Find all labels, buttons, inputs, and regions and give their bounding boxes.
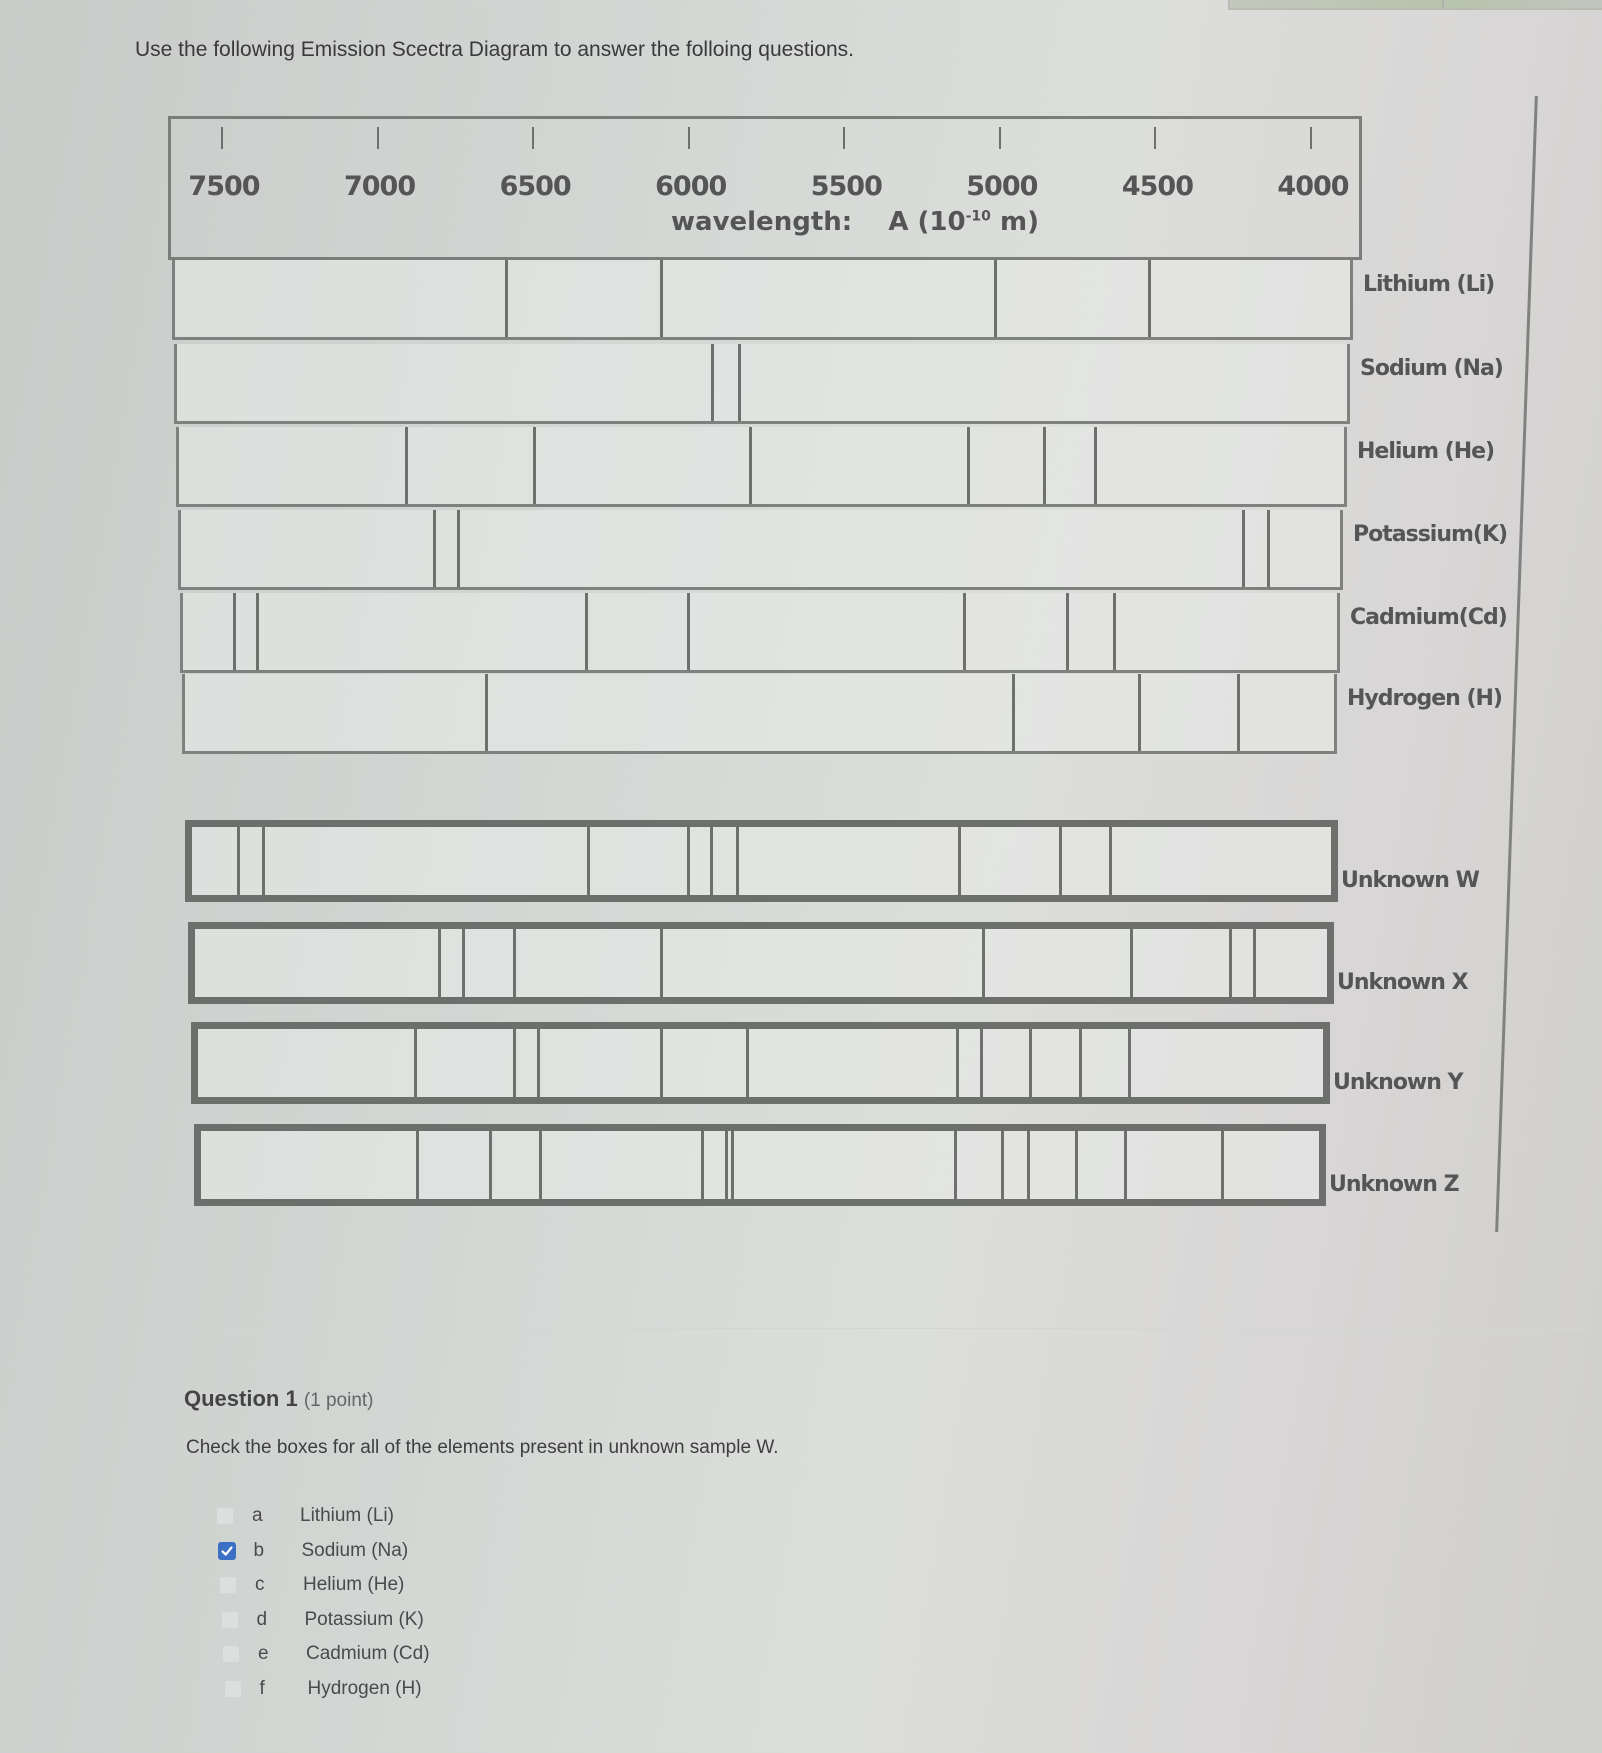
diagram-right-border: [1495, 96, 1538, 1232]
emission-line: [710, 827, 713, 895]
emission-line: [533, 427, 536, 504]
reference-spectrum-row: [176, 427, 1347, 507]
axis-title: [671, 207, 1039, 237]
question-prompt: Check the boxes for all of the elements present in unknown sample W.: [186, 1437, 779, 1458]
axis-tick: [999, 127, 1001, 149]
unknown-spectrum-row: [191, 1022, 1330, 1104]
emission-line: [1109, 827, 1112, 895]
option-letter: c: [255, 1574, 265, 1595]
unknown-spectrum-row: [185, 820, 1338, 902]
reference-spectrum-row: [182, 674, 1337, 754]
emission-line: [489, 1131, 492, 1199]
emission-line: [1242, 510, 1245, 587]
unknown-spectrum-row: [194, 1124, 1326, 1206]
axis-tick: [1310, 127, 1312, 149]
emission-line: [262, 827, 265, 895]
checkbox[interactable]: [219, 1576, 237, 1594]
emission-line: [1029, 1029, 1032, 1097]
reference-spectrum-label: Cadmium(Cd): [1350, 605, 1507, 630]
axis-tick: [843, 127, 845, 149]
option-letter: f: [259, 1677, 265, 1699]
emission-line: [1130, 929, 1133, 997]
emission-line: [1221, 1131, 1224, 1199]
emission-line: [963, 593, 966, 670]
axis-tick-label: 5000: [966, 171, 1038, 202]
emission-line: [660, 260, 663, 337]
emission-line: [1001, 1131, 1004, 1199]
emission-line: [687, 593, 690, 670]
unknown-spectrum-label: Unknown X: [1337, 970, 1468, 995]
emission-line: [660, 929, 663, 997]
emission-line: [256, 593, 259, 670]
emission-line: [701, 1131, 704, 1199]
emission-line: [746, 1029, 749, 1097]
emission-line: [956, 1029, 959, 1097]
emission-line: [967, 427, 970, 504]
window-top-bar: [1228, 0, 1602, 10]
emission-line: [736, 827, 739, 895]
question-points: (1 point): [303, 1390, 374, 1411]
axis-tick: [221, 127, 223, 149]
axis-unit-exponent: -10: [965, 208, 991, 225]
emission-line: [1094, 427, 1097, 504]
emission-line: [1128, 1029, 1131, 1097]
reference-spectrum-row: [172, 260, 1353, 340]
axis-tick: [532, 127, 534, 149]
answer-option-e[interactable]: [222, 1643, 430, 1665]
reference-spectrum-row: [178, 510, 1343, 590]
emission-line: [539, 1131, 542, 1199]
emission-line: [687, 827, 690, 895]
option-label[interactable]: Potassium (K): [304, 1608, 424, 1630]
option-letter: a: [252, 1505, 263, 1526]
emission-line: [711, 344, 714, 421]
emission-line: [237, 827, 240, 895]
checkbox[interactable]: [222, 1645, 240, 1663]
checkbox[interactable]: [224, 1680, 242, 1698]
emission-line: [414, 1029, 417, 1097]
answer-option-c[interactable]: [219, 1574, 404, 1596]
emission-line: [485, 674, 488, 751]
emission-line: [660, 1029, 663, 1097]
emission-line: [505, 260, 508, 337]
axis-tick-label: 5500: [810, 171, 882, 202]
unknown-spectrum-label: Unknown Y: [1333, 1070, 1463, 1095]
unknown-spectrum-label: Unknown Z: [1329, 1172, 1459, 1197]
axis-tick-label: 7000: [343, 171, 416, 202]
option-letter: e: [258, 1643, 269, 1664]
axis-tick-label: 7500: [188, 171, 260, 202]
emission-line: [438, 929, 441, 997]
emission-line: [1043, 427, 1046, 504]
reference-spectrum-row: [174, 344, 1350, 424]
emission-line: [1148, 260, 1151, 337]
checkbox[interactable]: [216, 1507, 234, 1525]
emission-line: [433, 510, 436, 587]
emission-line: [958, 827, 961, 895]
axis-title-label: wavelength:: [671, 207, 853, 237]
option-label[interactable]: Sodium (Na): [301, 1539, 409, 1561]
axis-tick-label: 4500: [1121, 171, 1193, 202]
option-letter: b: [253, 1539, 265, 1561]
axis-tick-label: 4000: [1277, 171, 1349, 202]
option-label[interactable]: Cadmium (Cd): [306, 1643, 430, 1664]
emission-line: [585, 593, 588, 670]
axis-tick-label: 6500: [499, 171, 571, 202]
emission-line: [1267, 510, 1270, 587]
reference-spectrum-label: Hydrogen (H): [1347, 686, 1502, 711]
reference-spectrum-label: Potassium(K): [1353, 522, 1508, 547]
emission-line: [954, 1131, 957, 1199]
emission-line: [1012, 674, 1015, 751]
axis-tick: [1154, 127, 1156, 149]
answer-option-b[interactable]: [218, 1540, 409, 1562]
reference-spectrum-row: [180, 593, 1340, 673]
emission-line: [513, 929, 516, 997]
option-label[interactable]: Hydrogen (H): [307, 1677, 422, 1699]
emission-line: [982, 929, 985, 997]
answer-option-f[interactable]: [224, 1678, 422, 1700]
reference-spectrum-label: Lithium (Li): [1363, 272, 1495, 297]
emission-line: [1237, 674, 1240, 751]
reference-spectrum-label: Sodium (Na): [1360, 356, 1503, 381]
emission-line: [513, 1029, 516, 1097]
top-bar-separator: [1442, 0, 1444, 8]
emission-line: [749, 427, 752, 504]
emission-line: [1066, 593, 1069, 670]
emission-line: [1113, 593, 1116, 670]
axis-unit-suffix: m): [990, 207, 1039, 237]
emission-line: [1075, 1131, 1078, 1199]
reference-spectrum-label: Helium (He): [1357, 439, 1495, 464]
emission-line: [233, 593, 236, 670]
emission-line: [1079, 1029, 1082, 1097]
checkbox-checked[interactable]: [218, 1542, 236, 1560]
emission-line: [1059, 827, 1062, 895]
wavelength-axis: [168, 116, 1362, 260]
emission-line: [587, 827, 590, 895]
axis-tick-label: 6000: [655, 171, 727, 202]
checkbox[interactable]: [221, 1611, 239, 1629]
emission-line: [994, 260, 997, 337]
question-title: [184, 1386, 374, 1412]
option-label[interactable]: Lithium (Li): [300, 1505, 394, 1526]
answer-option-a[interactable]: [216, 1505, 394, 1527]
unknown-spectrum-label: Unknown W: [1341, 868, 1479, 893]
intro-text: Use the following Emission Scectra Diagram to answer the folloing questions.: [135, 38, 855, 61]
emission-line: [537, 1029, 540, 1097]
emission-line: [462, 929, 465, 997]
emission-line: [416, 1131, 419, 1199]
emission-line: [731, 1131, 734, 1199]
emission-line: [405, 427, 408, 504]
checkmark-icon: [220, 1544, 234, 1558]
emission-line: [1027, 1131, 1030, 1199]
emission-line: [1229, 929, 1232, 997]
emission-line: [1253, 929, 1256, 997]
emission-line: [738, 344, 741, 421]
option-letter: d: [256, 1608, 268, 1630]
axis-tick: [377, 127, 379, 149]
axis-tick: [688, 127, 690, 149]
emission-line: [1138, 674, 1141, 751]
emission-line: [1124, 1131, 1127, 1199]
question-number: Question 1: [184, 1386, 298, 1411]
option-label[interactable]: Helium (He): [303, 1574, 405, 1595]
emission-line: [725, 1131, 728, 1199]
answer-option-d[interactable]: [221, 1609, 424, 1631]
emission-line: [980, 1029, 983, 1097]
unknown-spectrum-row: [188, 922, 1334, 1004]
emission-line: [457, 510, 460, 587]
axis-unit-prefix: A (10: [888, 207, 966, 237]
section-divider: [224, 1328, 1584, 1329]
